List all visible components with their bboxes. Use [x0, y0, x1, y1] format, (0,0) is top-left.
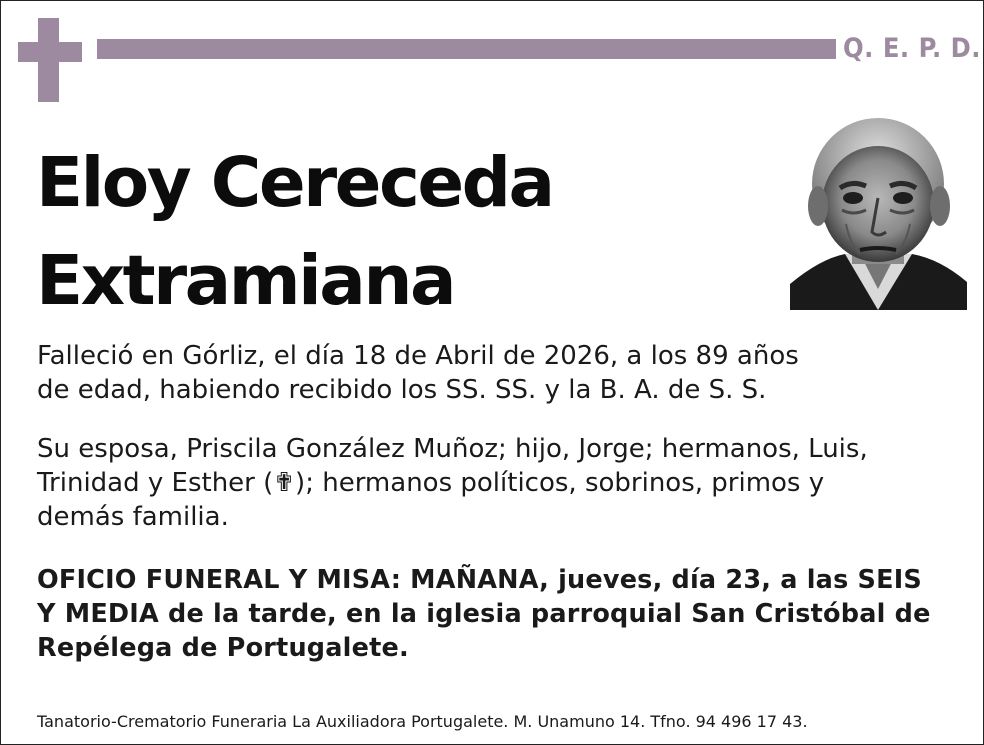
family-line-1: Su esposa, Priscila González Muñoz; hijo, Jorge; hermanos, Luis,	[37, 434, 868, 464]
death-line-2: de edad, habiendo recibido los SS. SS. y la B. A. de S. S.	[37, 375, 767, 405]
funeral-line-1: OFICIO FUNERAL Y MISA: MAÑANA, jueves, día 23, a las SEIS	[37, 565, 922, 595]
death-paragraph	[37, 339, 937, 407]
funeral-home-footer: Tanatorio-Crematorio Funeraria La Auxiliadora Portugalete. M. Unamuno 14. Tfno. 94 496 17 43.	[37, 712, 808, 731]
family-line-2: Trinidad y Esther (✟); hermanos políticos, sobrinos, primos y	[37, 468, 825, 498]
qepd-badge: Q. E. P. D.	[843, 33, 982, 64]
family-paragraph	[37, 432, 937, 534]
portrait-photo	[790, 114, 967, 310]
name-line-1: Eloy Cereceda	[36, 143, 553, 223]
name-line-2: Extramiana	[36, 241, 455, 321]
family-line-3: demás familia.	[37, 502, 229, 532]
header-rule	[97, 39, 836, 59]
cross-icon	[18, 18, 82, 102]
funeral-paragraph	[37, 563, 937, 665]
funeral-line-2: Y MEDIA de la tarde, en la iglesia parroquial San Cristóbal de	[37, 599, 931, 629]
deceased-name	[36, 134, 776, 330]
funeral-line-3: Repélega de Portugalete.	[37, 633, 409, 663]
death-line-1: Falleció en Górliz, el día 18 de Abril de 2026, a los 89 años	[37, 341, 799, 371]
